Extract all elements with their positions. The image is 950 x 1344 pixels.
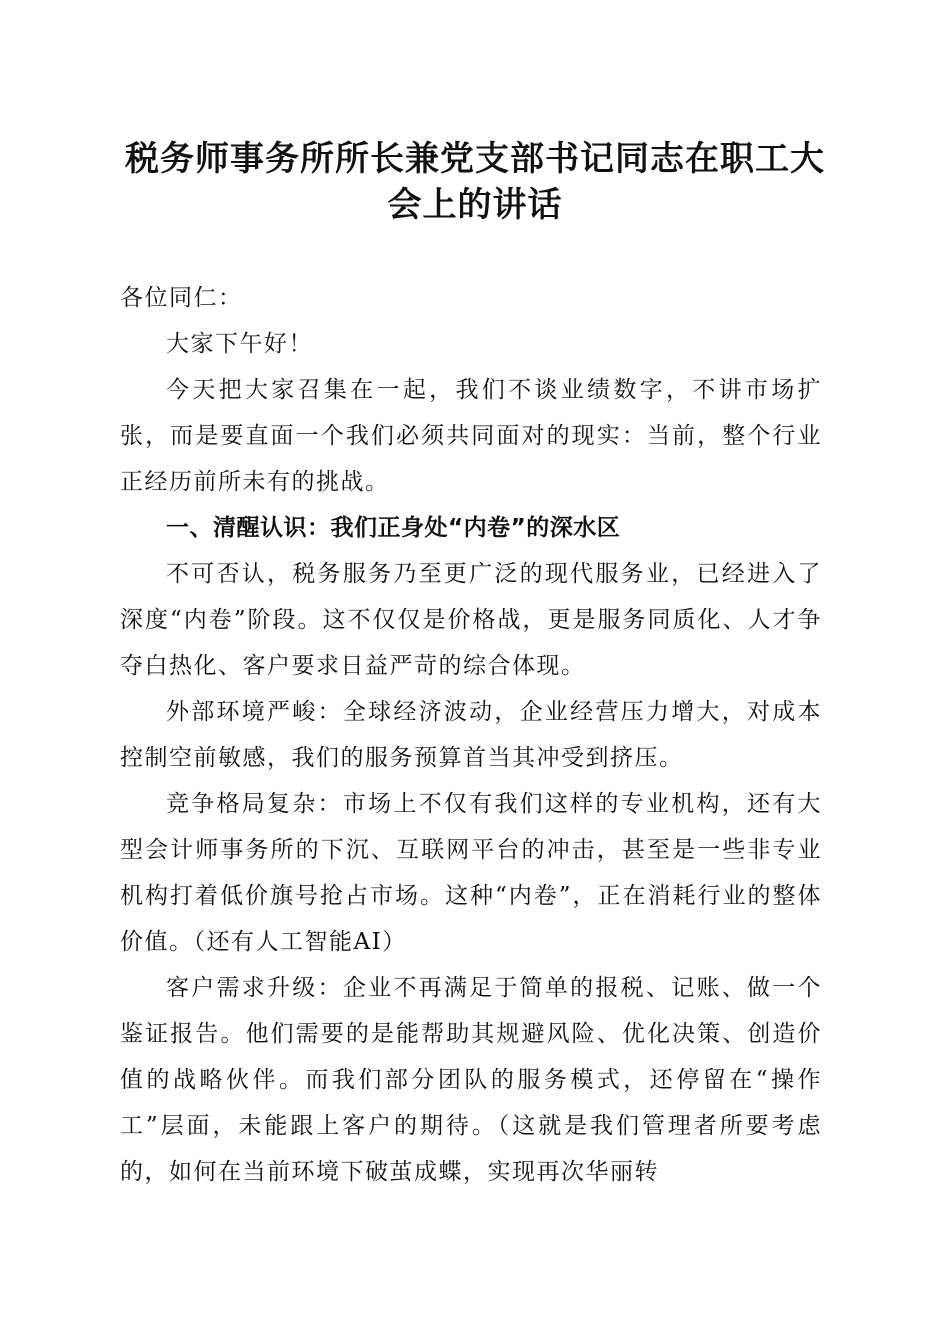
document-body (120, 275, 822, 1195)
paragraph-competition: 竞争格局复杂：市场上不仅有我们这样的专业机构，还有大型会计师事务所的下沉、互联网平台的冲击，甚至是一些非专业机构打着低价旗号抢占市场。这种“内卷”，正在消耗行业的整体价值。（还有人工智能AI） (120, 791, 822, 955)
section-heading-1: 一、清醒认识：我们正身处“内卷”的深水区 (166, 515, 621, 541)
paragraph-involution: 不可否认，税务服务乃至更广泛的现代服务业，已经进入了深度“内卷”阶段。这不仅仅是价格战，更是服务同质化、人才争夺白热化、客户要求日益严苛的综合体现。 (120, 561, 822, 679)
paragraph-client-demand: 客户需求升级：企业不再满足于简单的报税、记账、做一个鉴证报告。他们需要的是能帮助其规避风险、优化决策、创造价值的战略伙伴。而我们部分团队的服务模式，还停留在“操作工”层面，未能跟上客户的期待。（这就是我们管理者所要考虑的，如何在当前环境下破茧成蝶，实现再次华丽转 (120, 975, 822, 1185)
paragraph-external-environment: 外部环境严峻：全球经济波动，企业经营压力增大，对成本控制空前敏感，我们的服务预算首当其冲受到挤压。 (120, 699, 822, 771)
greeting: 大家下午好！ (166, 331, 313, 357)
salutation: 各位同仁： (120, 285, 243, 311)
paragraph-intro: 今天把大家召集在一起，我们不谈业绩数字，不讲市场扩张，而是要直面一个我们必须共同面对的现实：当前，整个行业正经历前所未有的挑战。 (120, 377, 822, 495)
document-title: 税务师事务所所长兼党支部书记同志在职工大会上的讲话 (125, 139, 825, 225)
